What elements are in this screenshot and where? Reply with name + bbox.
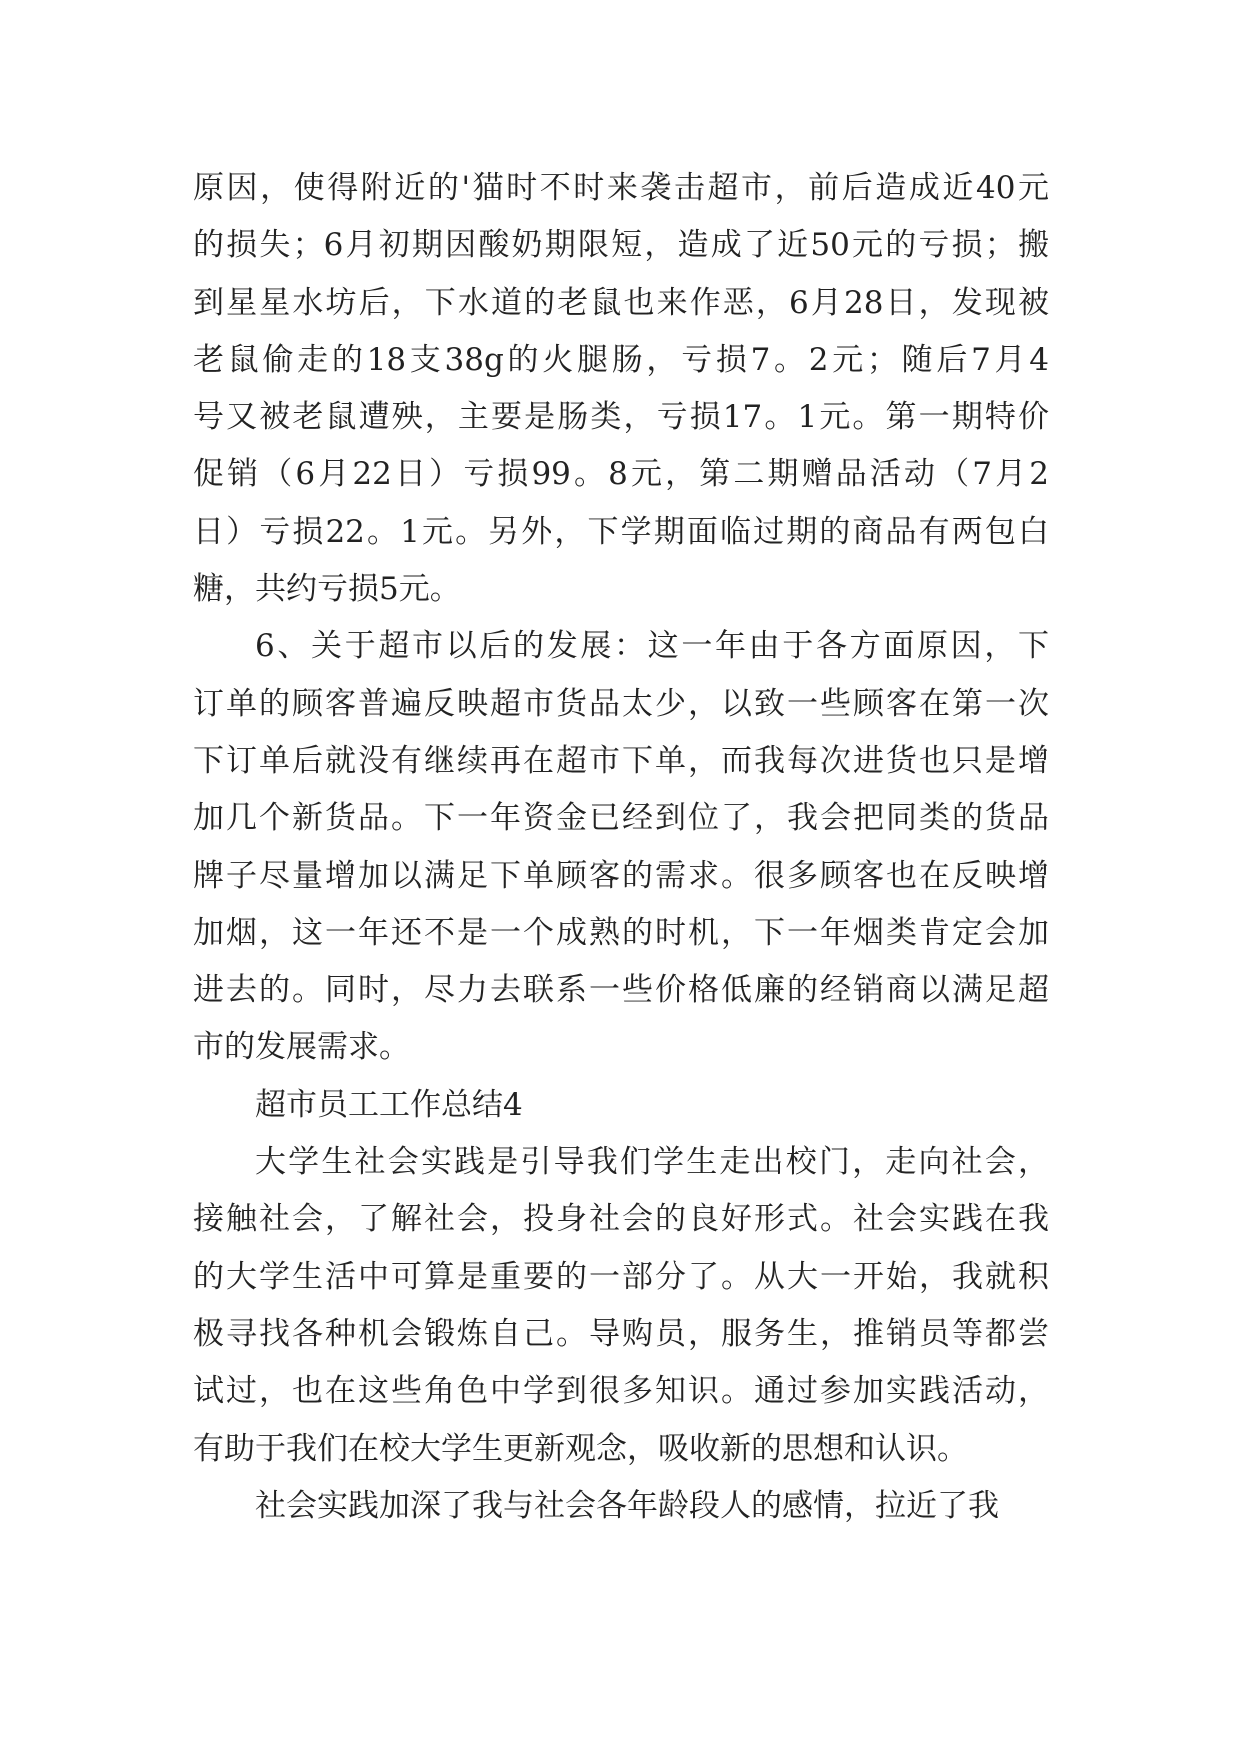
paragraph-line: 试过，也在这些角色中学到很多知识。通过参加实践活动， (193, 1373, 1049, 1410)
paragraph-line: 老鼠偷走的18支38g的火腿肠，亏损7。2元；随后7月4 (193, 341, 1049, 378)
paragraph-line: 接触社会，了解社会，投身社会的良好形式。社会实践在我 (193, 1201, 1049, 1238)
paragraph-line: 进去的。同时，尽力去联系一些价格低廉的经销商以满足超 (193, 972, 1049, 1009)
paragraph-line: 的大学生活中可算是重要的一部分了。从大一开始，我就积 (193, 1258, 1049, 1295)
paragraph-line: 原因，使得附近的'猫时不时来袭击超市，前后造成近40元 (193, 170, 1049, 206)
paragraph-line: 促销（6月22日）亏损99。8元，第二期赠品活动（7月2 (193, 456, 1049, 493)
paragraph-line: 市的发展需求。 (193, 1029, 410, 1066)
section-heading: 超市员工工作总结4 (255, 1086, 523, 1123)
paragraph-line: 极寻找各种机会锻炼自己。导购员，服务生，推销员等都尝 (193, 1315, 1049, 1352)
document-body (193, 160, 1049, 1535)
paragraph-line: 牌子尽量增加以满足下单顾客的需求。很多顾客也在反映增 (193, 857, 1049, 894)
paragraph-line: 的损失；6月初期因酸奶期限短，造成了近50元的亏损；搬 (193, 227, 1049, 264)
paragraph-line: 加几个新货品。下一年资金已经到位了，我会把同类的货品 (193, 800, 1049, 837)
paragraph-line: 加烟，这一年还不是一个成熟的时机，下一年烟类肯定会加 (193, 914, 1049, 951)
paragraph-line: 到星星水坊后，下水道的老鼠也来作恶，6月28日，发现被 (193, 284, 1049, 321)
paragraph-line: 订单的顾客普遍反映超市货品太少，以致一些顾客在第一次 (193, 685, 1049, 722)
paragraph-line: 日）亏损22。1元。另外，下学期面临过期的商品有两包白 (193, 513, 1049, 550)
paragraph-line: 号又被老鼠遭殃，主要是肠类，亏损17。1元。第一期特价 (193, 399, 1049, 436)
paragraph-line: 有助于我们在校大学生更新观念，吸收新的思想和认识。 (193, 1430, 968, 1467)
paragraph-line: 6、关于超市以后的发展：这一年由于各方面原因，下 (255, 628, 1049, 665)
paragraph-line: 大学生社会实践是引导我们学生走出校门，走向社会， (255, 1144, 1049, 1181)
paragraph-line: 下订单后就没有继续再在超市下单，而我每次进货也只是增 (193, 742, 1049, 779)
paragraph-line: 社会实践加深了我与社会各年龄段人的感情，拉近了我 (255, 1487, 999, 1524)
paragraph-line: 糖，共约亏损5元。 (193, 571, 461, 608)
